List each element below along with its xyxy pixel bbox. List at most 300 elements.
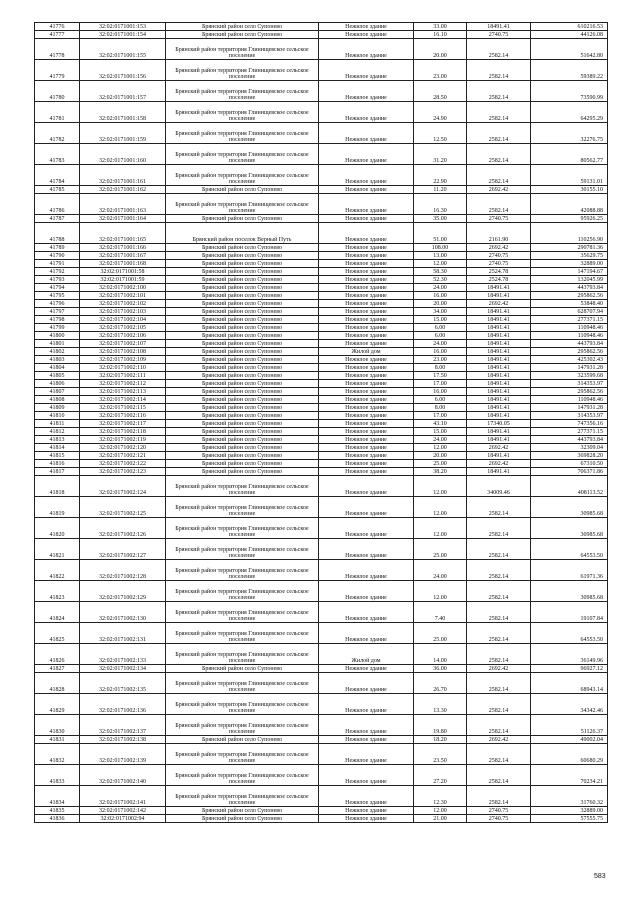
table-row [35,308,608,316]
object-type-cell: Нежилое здание [319,412,414,420]
specific-value-cell: 18491.41 [467,372,531,380]
table-row [35,340,608,348]
row-number-cell: 41822 [35,560,80,581]
area-cell: 38.20 [414,468,467,476]
table-row [35,223,608,244]
address-cell: Брянский район село Супонево [166,420,319,428]
address-cell: Брянский район село Супонево [166,186,319,194]
cadastral-number-cell: 32:02:0171001:154 [80,31,166,39]
address-cell: Брянский район село Супонево [166,252,319,260]
address-cell: Брянский район село Супонево [166,356,319,364]
cadastral-number-cell: 32:02:0171001:165 [80,223,166,244]
specific-value-cell: 2582.14 [467,715,531,736]
area-cell: 18.20 [414,736,467,744]
object-type-cell: Нежилое здание [319,623,414,644]
specific-value-cell: 2582.14 [467,623,531,644]
row-number-cell: 41788 [35,223,80,244]
table-row [35,560,608,581]
specific-value-cell: 2692.42 [467,186,531,194]
area-cell: 27.20 [414,765,467,786]
address-cell: Брянский район село Супонево [166,244,319,252]
area-cell: 31.20 [414,144,467,165]
address-cell: Брянский район село Супонево [166,807,319,815]
cadastral-number-cell: 32:02:0171002:141 [80,786,166,807]
cadastral-value-cell: 30985.68 [531,518,608,539]
row-number-cell: 41823 [35,581,80,602]
table-row [35,428,608,436]
cadastral-value-cell: 59389.22 [531,60,608,81]
row-number-cell: 41805 [35,372,80,380]
cadastral-number-cell: 32:02:0171002:126 [80,518,166,539]
table-row [35,81,608,102]
row-number-cell: 41784 [35,165,80,186]
specific-value-cell: 18491.41 [467,428,531,436]
area-cell: 23.00 [414,60,467,81]
row-number-cell: 41825 [35,623,80,644]
address-cell: Брянский район село Супонево [166,452,319,460]
specific-value-cell: 18491.41 [467,292,531,300]
specific-value-cell: 18491.41 [467,436,531,444]
area-cell: 17.00 [414,380,467,388]
address-cell: Брянский район село Супонево [166,292,319,300]
specific-value-cell: 18491.41 [467,23,531,31]
table-row [35,31,608,39]
object-type-cell: Нежилое здание [319,340,414,348]
object-type-cell: Нежилое здание [319,396,414,404]
object-type-cell: Нежилое здание [319,194,414,215]
object-type-cell: Нежилое здание [319,364,414,372]
cadastral-number-cell: 32:02:0171002:137 [80,715,166,736]
area-cell: 24.00 [414,436,467,444]
specific-value-cell: 2692.42 [467,444,531,452]
address-cell: Брянский район село Супонево [166,308,319,316]
cadastral-value-cell: 314353.97 [531,380,608,388]
address-cell: Брянский район село Супонево [166,436,319,444]
row-number-cell: 41829 [35,694,80,715]
address-cell: Брянский район территория Глинищевское сельское поселение [166,497,319,518]
table-row [35,252,608,260]
row-number-cell: 41798 [35,316,80,324]
row-number-cell: 41790 [35,252,80,260]
cadastral-number-cell: 32:02:0171002:104 [80,316,166,324]
row-number-cell: 41783 [35,144,80,165]
row-number-cell: 41814 [35,444,80,452]
row-number-cell: 41801 [35,340,80,348]
row-number-cell: 41789 [35,244,80,252]
table-row [35,60,608,81]
area-cell: 26.70 [414,673,467,694]
table-row [35,468,608,476]
row-number-cell: 41812 [35,428,80,436]
table-row [35,380,608,388]
cadastral-value-cell: 35629.75 [531,252,608,260]
object-type-cell: Нежилое здание [319,260,414,268]
object-type-cell: Нежилое здание [319,581,414,602]
cadastral-value-cell: 31760.32 [531,786,608,807]
object-type-cell: Нежилое здание [319,436,414,444]
specific-value-cell: 2740.75 [467,31,531,39]
specific-value-cell: 2582.14 [467,518,531,539]
table-row [35,786,608,807]
cadastral-number-cell: 32:02:0171001:155 [80,39,166,60]
object-type-cell: Нежилое здание [319,215,414,223]
cadastral-number-cell: 32:02:0171002:94 [80,815,166,823]
cadastral-value-cell: 30155.10 [531,186,608,194]
object-type-cell: Нежилое здание [319,460,414,468]
table-row [35,765,608,786]
cadastral-value-cell: 51126.37 [531,715,608,736]
table-row [35,665,608,673]
cadastral-number-cell: 32:02:0171002:142 [80,807,166,815]
address-cell: Брянский район село Супонево [166,444,319,452]
object-type-cell: Нежилое здание [319,715,414,736]
cadastral-number-cell: 32:02:0171001:59 [80,276,166,284]
object-type-cell: Нежилое здание [319,694,414,715]
object-type-cell: Нежилое здание [319,786,414,807]
specific-value-cell: 2582.14 [467,560,531,581]
cadastral-value-cell: 51642.80 [531,39,608,60]
cadastral-value-cell: 295862.56 [531,388,608,396]
cadastral-value-cell: 59131.01 [531,165,608,186]
address-cell: Брянский район село Супонево [166,300,319,308]
cadastral-value-cell: 30985.68 [531,497,608,518]
specific-value-cell: 2582.14 [467,744,531,765]
specific-value-cell: 2740.75 [467,215,531,223]
cadastral-value-cell: 610216.53 [531,23,608,31]
row-number-cell: 41795 [35,292,80,300]
row-number-cell: 41776 [35,23,80,31]
specific-value-cell: 2692.42 [467,736,531,744]
address-cell: Брянский район территория Глинищевское сельское поселение [166,518,319,539]
page-number: 583 [594,873,606,880]
area-cell: 20.00 [414,300,467,308]
cadastral-value-cell: 32889.00 [531,807,608,815]
address-cell: Брянский район село Супонево [166,815,319,823]
row-number-cell: 41802 [35,348,80,356]
row-number-cell: 41808 [35,396,80,404]
table-row [35,452,608,460]
address-cell: Брянский район село Супонево [166,364,319,372]
specific-value-cell: 2740.75 [467,260,531,268]
cadastral-value-cell: 34342.46 [531,694,608,715]
table-row [35,744,608,765]
cadastral-value-cell: 53848.40 [531,300,608,308]
object-type-cell: Нежилое здание [319,308,414,316]
area-cell: 19.80 [414,715,467,736]
area-cell: 21.00 [414,815,467,823]
table-row [35,186,608,194]
cadastral-value-cell: 147931.28 [531,364,608,372]
cadastral-number-cell: 32:02:0171002:116 [80,412,166,420]
cadastral-number-cell: 32:02:0171002:128 [80,560,166,581]
table-row [35,736,608,744]
area-cell: 24.00 [414,284,467,292]
address-cell: Брянский район территория Глинищевское сельское поселение [166,476,319,497]
cadastral-number-cell: 32:02:0171002:127 [80,539,166,560]
address-cell: Брянский район село Супонево [166,460,319,468]
object-type-cell: Нежилое здание [319,276,414,284]
area-cell: 36.00 [414,665,467,673]
row-number-cell: 41824 [35,602,80,623]
object-type-cell: Нежилое здание [319,452,414,460]
table-row [35,356,608,364]
cadastral-number-cell: 32:02:0171002:106 [80,332,166,340]
row-number-cell: 41835 [35,807,80,815]
object-type-cell: Нежилое здание [319,81,414,102]
object-type-cell: Нежилое здание [319,356,414,364]
area-cell: 43.10 [414,420,467,428]
cadastral-value-cell: 67310.50 [531,460,608,468]
object-type-cell: Нежилое здание [319,300,414,308]
cadastral-value-cell: 42088.88 [531,194,608,215]
area-cell: 14.00 [414,644,467,665]
cadastral-number-cell: 32:02:0171002:115 [80,404,166,412]
cadastral-number-cell: 32:02:0171002:112 [80,380,166,388]
cadastral-value-cell: 64553.50 [531,623,608,644]
cadastral-number-cell: 32:02:0171002:121 [80,452,166,460]
address-cell: Брянский район село Супонево [166,316,319,324]
specific-value-cell: 18491.41 [467,356,531,364]
cadastral-value-cell: 323599.68 [531,372,608,380]
specific-value-cell: 18491.41 [467,332,531,340]
area-cell: 12.00 [414,497,467,518]
specific-value-cell: 18491.41 [467,340,531,348]
cadastral-number-cell: 32:02:0171002:130 [80,602,166,623]
row-number-cell: 41820 [35,518,80,539]
area-cell: 25.00 [414,623,467,644]
row-number-cell: 41817 [35,468,80,476]
address-cell: Брянский район село Супонево [166,260,319,268]
area-cell: 24.00 [414,340,467,348]
address-cell: Брянский район территория Глинищевское сельское поселение [166,581,319,602]
address-cell: Брянский район село Супонево [166,380,319,388]
area-cell: 17.00 [414,412,467,420]
specific-value-cell: 2582.14 [467,602,531,623]
row-number-cell: 41778 [35,39,80,60]
row-number-cell: 41799 [35,324,80,332]
address-cell: Брянский район территория Глинищевское сельское поселение [166,602,319,623]
area-cell: 25.00 [414,539,467,560]
cadastral-value-cell: 68943.14 [531,673,608,694]
table-row [35,276,608,284]
cadastral-number-cell: 32:02:0171002:135 [80,673,166,694]
address-cell: Брянский район территория Глинищевское сельское поселение [166,673,319,694]
area-cell: 15.00 [414,316,467,324]
cadastral-value-cell: 314353.97 [531,412,608,420]
object-type-cell: Нежилое здание [319,380,414,388]
table-row [35,497,608,518]
cadastral-number-cell: 32:02:0171002:100 [80,284,166,292]
row-number-cell: 41810 [35,412,80,420]
table-row [35,324,608,332]
address-cell: Брянский район село Супонево [166,412,319,420]
cadastral-value-cell: 49002.04 [531,736,608,744]
object-type-cell: Нежилое здание [319,292,414,300]
area-cell: 108.00 [414,244,467,252]
specific-value-cell: 2582.14 [467,102,531,123]
address-cell: Брянский район территория Глинищевское сельское поселение [166,623,319,644]
table-row [35,815,608,823]
specific-value-cell: 18491.41 [467,452,531,460]
area-cell: 28.50 [414,81,467,102]
row-number-cell: 41832 [35,744,80,765]
cadastral-number-cell: 32:02:0171002:138 [80,736,166,744]
cadastral-number-cell: 32:02:0171001:153 [80,23,166,31]
area-cell: 24.90 [414,102,467,123]
cadastral-value-cell: 64295.29 [531,102,608,123]
address-cell: Брянский район село Супонево [166,23,319,31]
area-cell: 7.40 [414,602,467,623]
specific-value-cell: 2740.75 [467,807,531,815]
cadastral-number-cell: 32:02:0171001:157 [80,81,166,102]
address-cell: Брянский район село Супонево [166,388,319,396]
area-cell: 17.50 [414,372,467,380]
object-type-cell: Жилой дом [319,348,414,356]
specific-value-cell: 18491.41 [467,284,531,292]
table-row [35,807,608,815]
area-cell: 6.00 [414,332,467,340]
cadastral-number-cell: 32:02:0171002:101 [80,292,166,300]
address-cell: Брянский район территория Глинищевское сельское поселение [166,81,319,102]
row-number-cell: 41806 [35,380,80,388]
cadastral-value-cell: 290781.36 [531,244,608,252]
specific-value-cell: 2582.14 [467,81,531,102]
object-type-cell: Нежилое здание [319,420,414,428]
object-type-cell: Нежилое здание [319,284,414,292]
area-cell: 34.00 [414,308,467,316]
row-number-cell: 41779 [35,60,80,81]
table-row [35,292,608,300]
cadastral-number-cell: 32:02:0171001:158 [80,102,166,123]
area-cell: 8.00 [414,364,467,372]
cadastral-value-cell: 32309.04 [531,444,608,452]
table-row [35,602,608,623]
object-type-cell: Нежилое здание [319,144,414,165]
row-number-cell: 41833 [35,765,80,786]
specific-value-cell: 2524.78 [467,268,531,276]
row-number-cell: 41819 [35,497,80,518]
address-cell: Брянский район территория Глинищевское сельское поселение [166,123,319,144]
address-cell: Брянский район село Супонево [166,736,319,744]
specific-value-cell: 2582.14 [467,673,531,694]
row-number-cell: 41821 [35,539,80,560]
row-number-cell: 41782 [35,123,80,144]
specific-value-cell: 18491.41 [467,380,531,388]
cadastral-value-cell: 30985.68 [531,581,608,602]
address-cell: Брянский район село Супонево [166,215,319,223]
row-number-cell: 41827 [35,665,80,673]
table-row [35,539,608,560]
row-number-cell: 41791 [35,260,80,268]
area-cell: 11.20 [414,186,467,194]
address-cell: Брянский район село Супонево [166,324,319,332]
object-type-cell: Нежилое здание [319,744,414,765]
cadastral-number-cell: 32:02:0171001:166 [80,244,166,252]
address-cell: Брянский район село Супонево [166,332,319,340]
address-cell: Брянский район село Супонево [166,276,319,284]
object-type-cell: Нежилое здание [319,468,414,476]
object-type-cell: Нежилое здание [319,602,414,623]
object-type-cell: Нежилое здание [319,324,414,332]
cadastral-number-cell: 32:02:0171002:113 [80,388,166,396]
object-type-cell: Нежилое здание [319,444,414,452]
table-row [35,436,608,444]
address-cell: Брянский район село Супонево [166,396,319,404]
cadastral-value-cell: 747356.16 [531,420,608,428]
row-number-cell: 41809 [35,404,80,412]
cadastral-value-cell: 295862.56 [531,348,608,356]
table-row [35,260,608,268]
object-type-cell: Нежилое здание [319,665,414,673]
area-cell: 20.00 [414,452,467,460]
row-number-cell: 41797 [35,308,80,316]
cadastral-number-cell: 32:02:0171002:129 [80,581,166,602]
specific-value-cell: 18491.41 [467,316,531,324]
table-row [35,396,608,404]
object-type-cell: Нежилое здание [319,428,414,436]
cadastral-value-cell: 19107.84 [531,602,608,623]
table-row [35,194,608,215]
address-cell: Брянский район территория Глинищевское сельское поселение [166,60,319,81]
cadastral-value-cell: 277371.15 [531,316,608,324]
area-cell: 16.00 [414,348,467,356]
specific-value-cell: 2582.14 [467,539,531,560]
cadastral-value-cell: 36149.96 [531,644,608,665]
table-row [35,144,608,165]
object-type-cell: Нежилое здание [319,39,414,60]
table-row [35,23,608,31]
table-row [35,348,608,356]
cadastral-value-cell: 628707.94 [531,308,608,316]
specific-value-cell: 2740.75 [467,252,531,260]
area-cell: 23.50 [414,744,467,765]
cadastral-number-cell: 32:02:0171002:103 [80,308,166,316]
cadastral-number-cell: 32:02:0171002:133 [80,644,166,665]
row-number-cell: 41807 [35,388,80,396]
cadastral-value-cell: 147194.67 [531,268,608,276]
specific-value-cell: 2582.14 [467,165,531,186]
address-cell: Брянский район село Супонево [166,340,319,348]
cadastral-number-cell: 32:02:0171002:111 [80,372,166,380]
specific-value-cell: 18491.41 [467,404,531,412]
cadastral-number-cell: 32:02:0171002:123 [80,468,166,476]
table-row [35,372,608,380]
object-type-cell: Нежилое здание [319,404,414,412]
area-cell: 13.00 [414,252,467,260]
address-cell: Брянский район село Супонево [166,665,319,673]
row-number-cell: 41786 [35,194,80,215]
cadastral-number-cell: 32:02:0171002:139 [80,744,166,765]
table-row [35,332,608,340]
area-cell: 15.00 [414,428,467,436]
address-cell: Брянский район село Супонево [166,348,319,356]
area-cell: 24.00 [414,560,467,581]
specific-value-cell: 2692.42 [467,460,531,468]
area-cell: 12.50 [414,123,467,144]
specific-value-cell: 2692.42 [467,244,531,252]
object-type-cell: Нежилое здание [319,31,414,39]
address-cell: Брянский район село Супонево [166,284,319,292]
cadastral-value-cell: 443793.84 [531,436,608,444]
cadastral-number-cell: 32:02:0171001:159 [80,123,166,144]
row-number-cell: 41830 [35,715,80,736]
object-type-cell: Нежилое здание [319,252,414,260]
specific-value-cell: 2582.14 [467,497,531,518]
address-cell: Брянский район территория Глинищевское сельское поселение [166,39,319,60]
row-number-cell: 41831 [35,736,80,744]
table-row [35,39,608,60]
area-cell: 35.00 [414,215,467,223]
